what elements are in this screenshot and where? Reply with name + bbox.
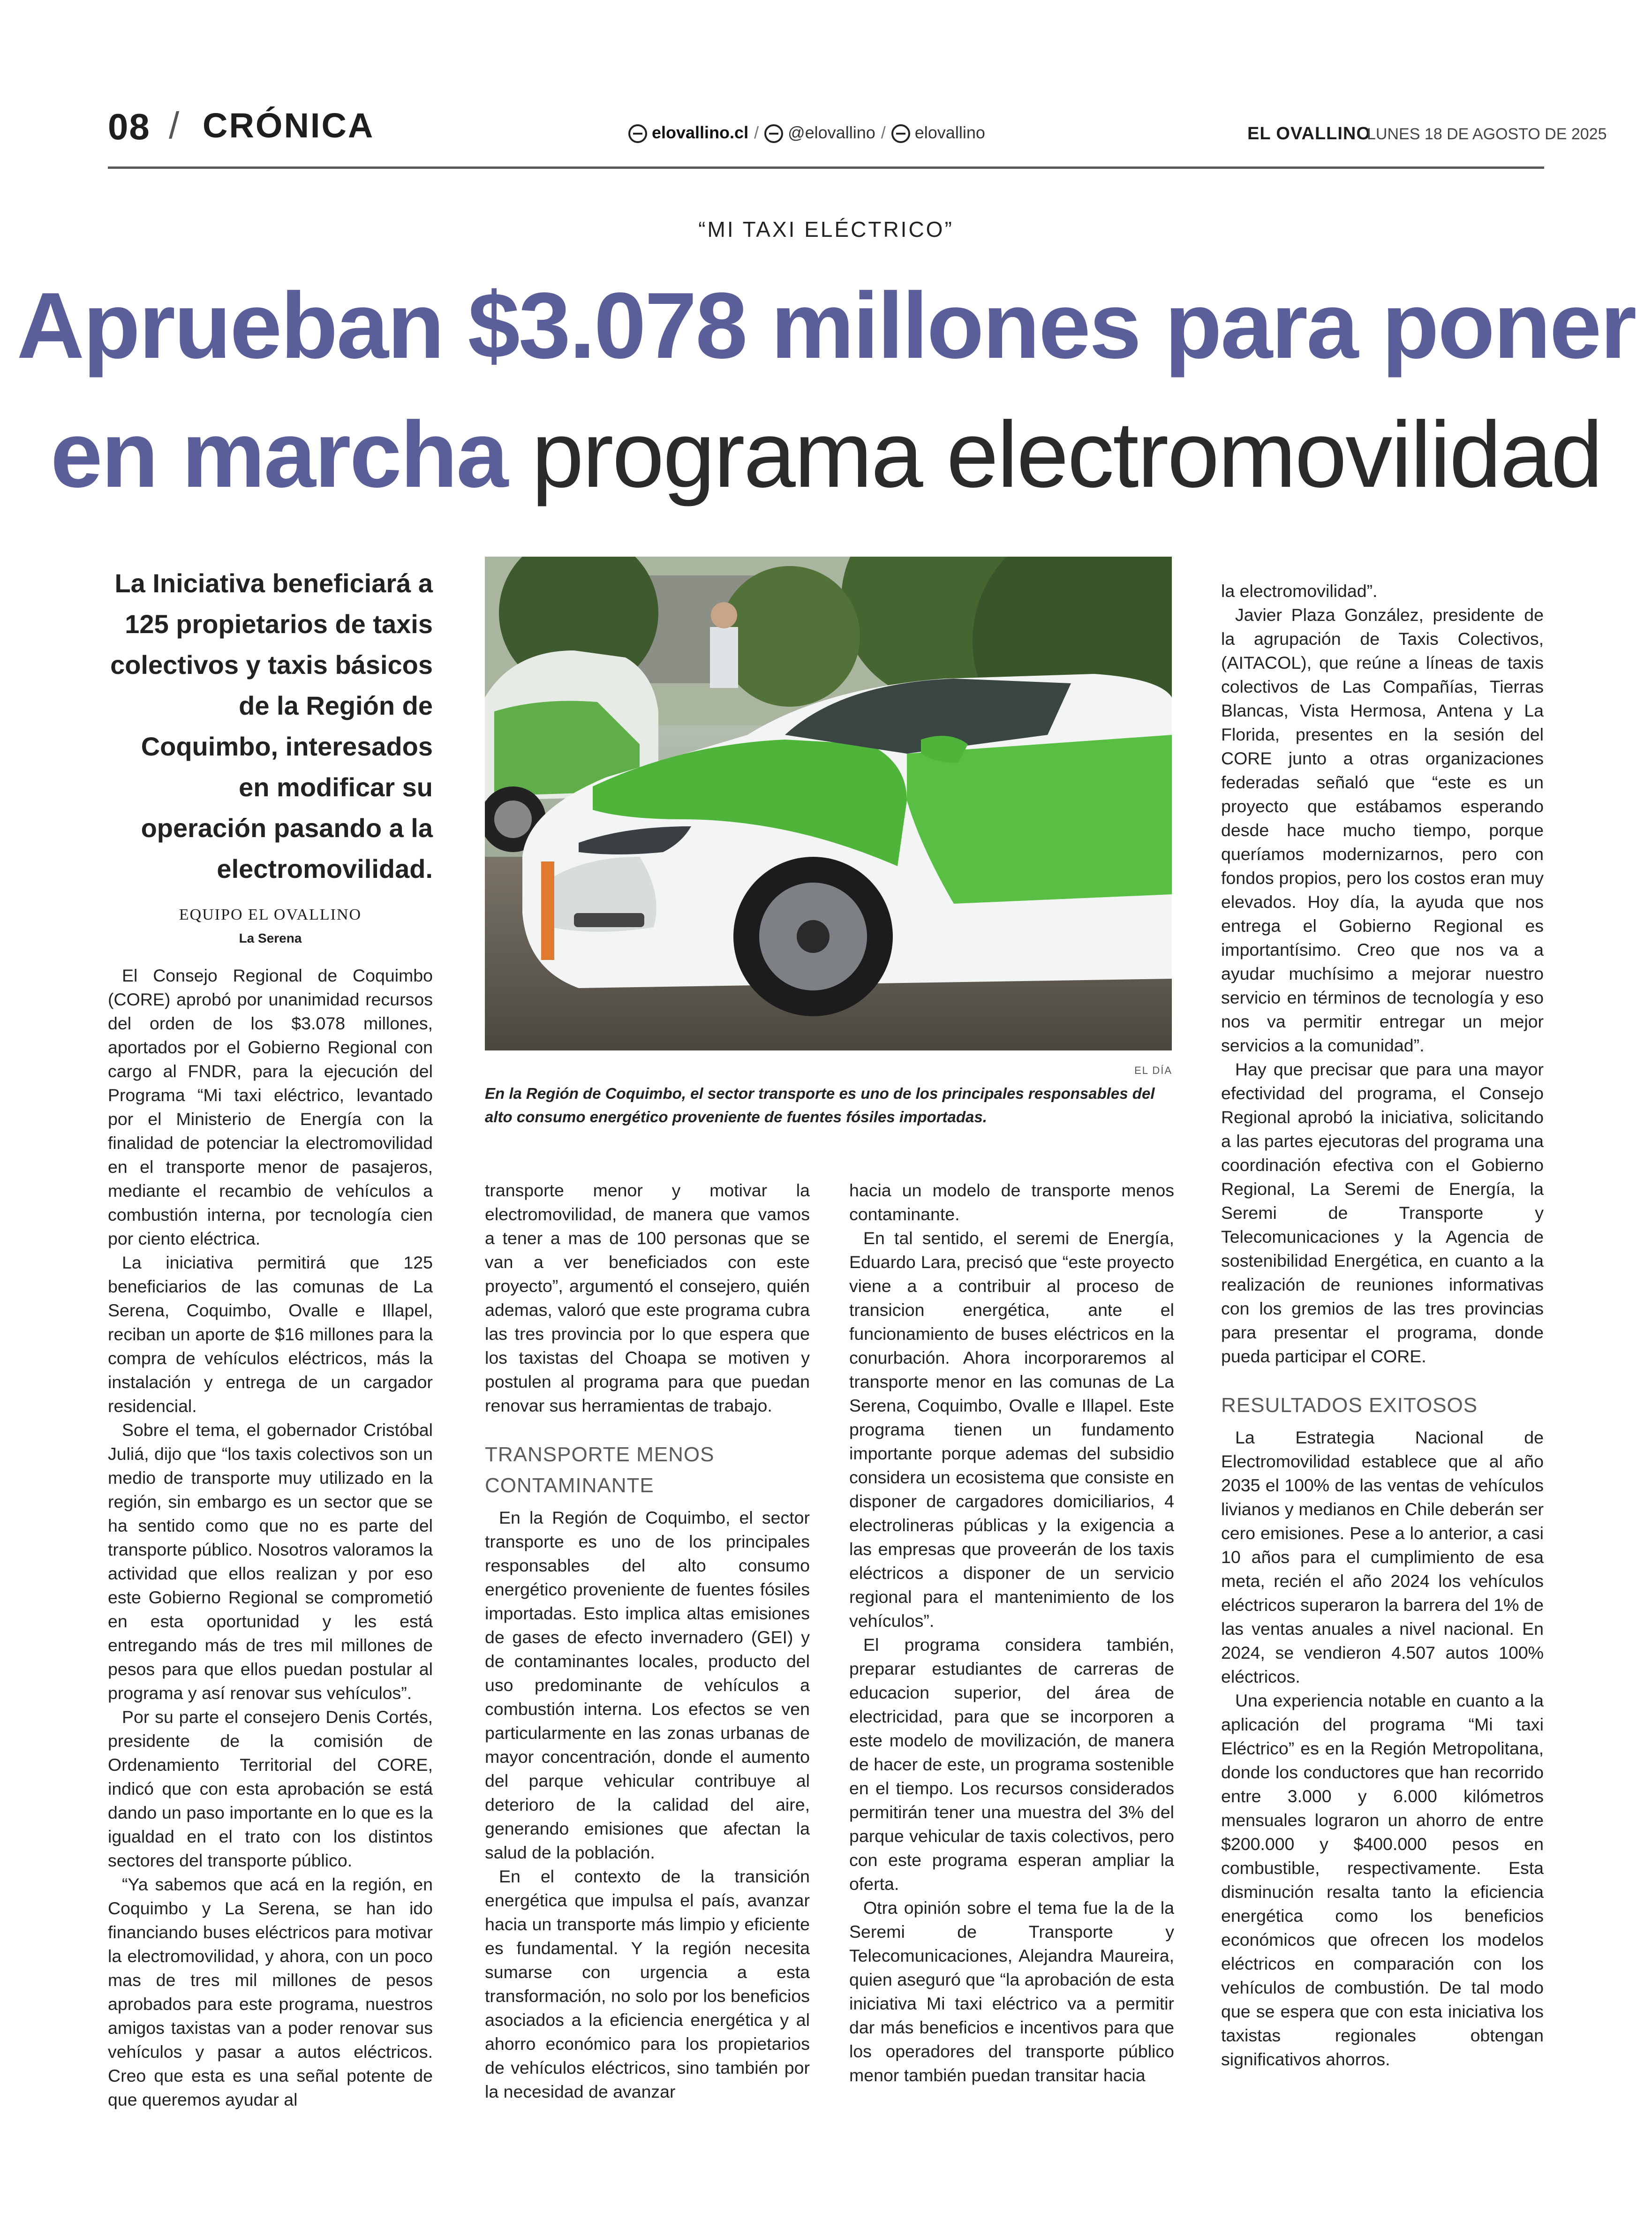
- social-links: elovallino.cl / @elovallino / elovallino: [628, 123, 985, 143]
- paragraph: En el contexto de la transición energética que impulsa el país, avanzar hacia un transporte más limpio y eficiente es fundamental. Y la región necesita sumarse con urgencia a esta transformación, no solo por los beneficios asociados a la eficiencia energética y al ahorro económico para los propietarios de vehículos eléctricos, sino también por la necesidad de avanzar: [485, 1866, 810, 2101]
- body-column-2: [485, 1178, 810, 2104]
- facebook-icon: [891, 124, 910, 143]
- paragraph: La iniciativa permitirá que 125 beneficiarios de las comunas de La Serena, Coquimbo, Ovalle e Illapel, reciban un aporte de $16 millones para la compra de vehículos eléctricos, más la instalación y entrega de un cargador residencial.: [108, 1253, 433, 1416]
- paragraph: En tal sentido, el seremi de Energía, Eduardo Lara, precisó que “este proyecto viene a a contribuir al proceso de transicion energética, ante el funcionamiento de buses eléctricos en la conurbación. Ahora incorporaremos al transporte menor en las comunas de La Serena, Coquimbo, Ovalle e Illapel. Este programa tienen un fundamento importante porque ademas del subsidio considera un ecosistema que consiste en disponer de cargadores domiciliarios, 4 electrolineras públicas y la exigencia a las empresas que proveerán de los taxis eléctricos a disponer de un servicio regional para el mantenimiento de los vehículos”.: [849, 1228, 1174, 1631]
- paragraph: Otra opinión sobre el tema fue la de la Seremi de Transporte y Telecomunicaciones, Alejandra Maureira, quien aseguró que “la aprobación de esta iniciativa Mi taxi eléctrico va a permitir dar más beneficios e incentivos para que los operadores del transporte público menor también puedan transitar hacia: [849, 1898, 1174, 2085]
- header-divider: /: [169, 105, 180, 146]
- headline-line-1: Aprueban $3.078 millones para poner: [16, 273, 1636, 378]
- paragraph: El programa considera también, preparar estudiantes de carreras de educacion superior, del área de electricidad, para que se incorporen a este modelo de movilización, de manera de hacer de este, un programa sostenible en el tiempo. Los recursos considerados permitirán tener una muestra del 3% del parque vehicular de taxis colectivos, pero con este programa esperan ampliar la oferta.: [849, 1635, 1174, 1894]
- paragraph: En la Región de Coquimbo, el sector transporte es uno de los principales responsables del alto consumo energético proveniente de fuentes fósiles importadas. Esto implica altas emisiones de gases de efecto invernadero (GEI) y de contaminantes locales, producto del uso predominante de vehículos a combustión interna. Los efectos se ven particularmente en las zonas urbanas de mayor concentración, donde el aumento del parque vehicular contribuye al deterioro de la calidad del aire, generando emisiones que afectan la salud de la población.: [485, 1508, 810, 1862]
- globe-icon: [628, 124, 647, 143]
- paragraph: “Ya sabemos que acá en la región, en Coquimbo y La Serena, se han ido financiando buses eléctricos para motivar la electromovilidad, y ahora, con un poco mas de tres mil millones de pesos aprobados para este programa, nuestros amigos taxistas van a poder renovar sus vehículos y pasar a autos eléctricos. Creo que esta es una señal potente de que queremos ayudar al: [108, 1874, 433, 2109]
- header-rule: [108, 166, 1544, 169]
- article-photo: [485, 557, 1172, 1050]
- website-link[interactable]: elovallino.cl: [652, 123, 749, 142]
- headline-bold: en marcha: [50, 402, 507, 507]
- body-column-4: [1221, 579, 1544, 2071]
- paragraph: El Consejo Regional de Coquimbo (CORE) aprobó por unanimidad recursos del orden de los $3.078 millones, aportados por el Gobierno Regional con cargo al FNDR, para la ejecución del Programa “Mi taxi eléctrico, levantado por el Ministerio de Energía con la finalidad de potenciar la electromovilidad en el transporte menor de pasajeros, mediante el recambio de vehículos a combustión interna, por tecnología cien por ciento eléctrica.: [108, 966, 433, 1248]
- paragraph: Una experiencia notable en cuanto a la aplicación del programa “Mi taxi Eléctrico” es en la Región Metropolitana, donde los conductores que han recorrido entre 3.000 y 6.000 kilómetros mensuales lograron un ahorro de entre $200.000 y $400.000 pesos en combustible, respectivamente. Esta disminución resalta tanto la eficiencia energética como los beneficios económicos que ofrecen los modelos eléctricos en comparación con los vehículos de combustión. De tal modo que se espera que con esta iniciativa los taxistas regionales obtengan significativos ahorros.: [1221, 1691, 1544, 2069]
- page-number: 08: [108, 106, 151, 147]
- paragraph: Por su parte el consejero Denis Cortés, presidente de la comisión de Ordenamiento Territorial del CORE, indicó que con esta aprobación se está dando un paso importante en lo que es la igualdad en el trato con los distintos sectores del transporte público.: [108, 1707, 433, 1870]
- facebook-handle[interactable]: elovallino: [914, 123, 985, 142]
- byline-location: La Serena: [239, 931, 302, 945]
- subheading-transporte: TRANSPORTE MENOS CONTAMINANTE: [485, 1443, 715, 1497]
- twitter-handle[interactable]: @elovallino: [788, 123, 875, 142]
- twitter-icon: [764, 124, 783, 143]
- paragraph: la electromovilidad”.: [1221, 581, 1378, 601]
- paragraph: Javier Plaza González, presidente de la agrupación de Taxis Colectivos, (AITACOL), que reúne a líneas de taxis colectivos de Las Compañías, Tierras Blancas, Vista Hermosa, Antena y La Florida, presentes en la sesión del CORE junto a otras organizaciones federadas señaló que “este es un proyecto que estábamos esperando desde hace mucho tiempo, porque queríamos modernizarnos, pero con fondos propios, pero los costos eran muy elevados. Hoy día, la ayuda que nos entrega el Gobierno Regional es importantísimo. Creo que nos va a ayudar muchísimo a mejorar nuestro servicio en términos de tecnología y eso nos va permitir entregar un mejor servicios a la comunidad”.: [1221, 605, 1544, 1055]
- byline: EQUIPO EL OVALLINO: [179, 906, 362, 923]
- paragraph: hacia un modelo de transporte menos contaminante.: [849, 1180, 1174, 1224]
- paragraph: transporte menor y motivar la electromovilidad, de manera que vamos a tener a mas de 100 personas que se van a ver beneficiados con este proyecto”, argumentó el consejero, quién ademas, valoró que este programa cubra las tres provincia por lo que espera que los taxistas del Choapa se motiven y postulen al programa para que puedan renovar sus herramientas de trabajo.: [485, 1180, 810, 1415]
- headline-light: programa electromovilidad: [507, 402, 1602, 507]
- issue-date: LUNES 18 DE AGOSTO DE 2025: [1367, 125, 1607, 143]
- article-lead: La Iniciativa beneficiará a 125 propietarios de taxis colectivos y taxis básicos de la Región de Coquimbo, interesados en modificar su operación pasando a la electromovilidad.: [110, 568, 433, 884]
- newspaper-name: EL OVALLINO: [1247, 124, 1371, 144]
- body-column-1: [108, 964, 433, 2112]
- subheading-resultados: RESULTADOS EXITOSOS: [1221, 1394, 1478, 1417]
- article-kicker: “MI TAXI ELÉCTRICO”: [698, 217, 954, 242]
- photo-credit: EL DÍA: [1134, 1065, 1172, 1076]
- paragraph: Hay que precisar que para una mayor efectividad del programa, el Consejo Regional aprobó la iniciativa, solicitando a las partes ejecutoras del programa una coordinación efectiva con el Gobierno Regional, La Seremi de Energía, la Seremi de Transporte y Telecomunicaciones y la Agencia de sostenibilidad Energética, en cuanto a la realización de reuniones informativas con los gremios de las tres provincias para presentar el programa, donde pueda participar el CORE.: [1221, 1059, 1544, 1366]
- body-column-3: [849, 1178, 1174, 2087]
- section-name: CRÓNICA: [203, 106, 375, 145]
- headline-line-2: [0, 403, 1652, 506]
- paragraph: Sobre el tema, el gobernador Cristóbal Juliá, dijo que “los taxis colectivos son un medio de transporte muy utilizado en la región, sin embargo es un sector que se ha sentido como que no es parte del transporte público. Nosotros valoramos la actividad que ellos realizan y por eso este Gobierno Regional se comprometió en esta oportunidad y les está entregando más de tres mil millones de pesos para que ellos puedan postular al programa y así renovar sus vehículos”.: [108, 1420, 433, 1703]
- photo-caption: En la Región de Coquimbo, el sector transporte es uno de los principales responsables del alto consumo energético proveniente de fuentes fósiles importadas.: [485, 1085, 1155, 1126]
- paragraph: La Estrategia Nacional de Electromovilidad establece que al año 2035 el 100% de las ventas de vehículos livianos y medianos en Chile deberán ser cero emisiones. Pese a lo anterior, a casi 10 años para el cumplimiento de esa meta, recién el año 2024 los vehículos eléctricos superaron la barrera del 1% de las ventas anuales a nivel nacional. En 2024, se vendieron 4.507 autos 100% eléctricos.: [1221, 1428, 1544, 1686]
